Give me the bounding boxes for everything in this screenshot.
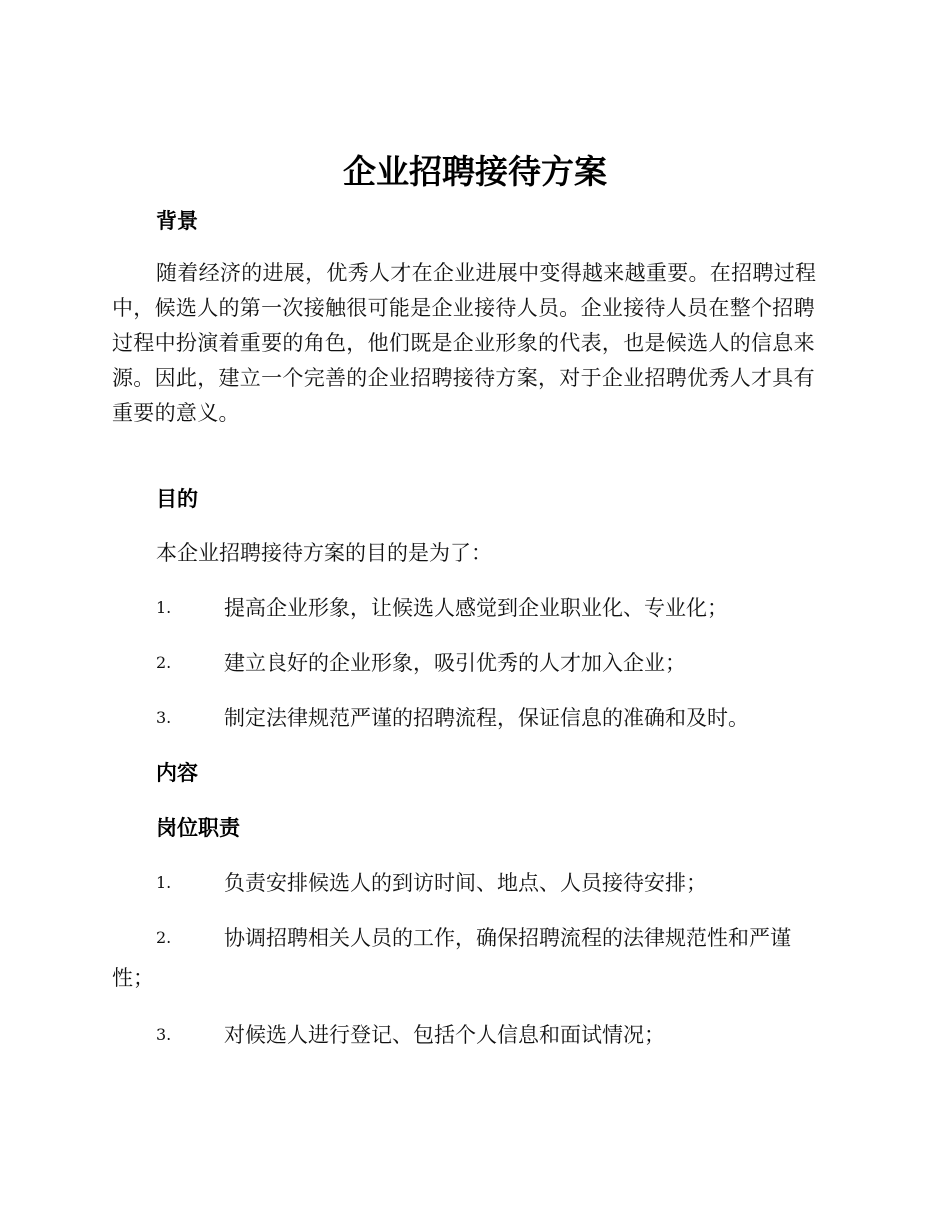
list-item [112, 918, 836, 998]
list-number: 2. [156, 928, 172, 947]
list-item [112, 588, 836, 628]
list-item [112, 698, 836, 738]
list-text: 提高企业形象，让候选人感觉到企业职业化、专业化； [224, 596, 728, 620]
list-text: 协调招聘相关人员的工作，确保招聘流程的法律规范性和严谨 [224, 926, 791, 950]
paragraph-line: 过程中扮演着重要的角色，他们既是企业形象的代表，也是候选人的信息来 [112, 331, 815, 355]
paragraph-line: 重要的意义。 [112, 401, 240, 425]
list-item [112, 643, 836, 683]
list-number: 3. [156, 708, 172, 727]
list-text: 建立良好的企业形象，吸引优秀的人才加入企业； [224, 651, 686, 675]
section-heading-background: 背景 [156, 209, 198, 233]
section-heading-purpose: 目的 [156, 487, 198, 511]
paragraph-line: 中，候选人的第一次接触很可能是企业接待人员。企业接待人员在整个招聘 [112, 296, 815, 320]
paragraph-line: 随着经济的进展，优秀人才在企业进展中变得越来越重要。在招聘过程 [156, 261, 817, 285]
list-number: 3. [156, 1025, 172, 1044]
list-item [112, 863, 836, 903]
purpose-intro: 本企业招聘接待方案的目的是为了： [156, 541, 492, 565]
list-text: 对候选人进行登记、包括个人信息和面试情况； [224, 1023, 665, 1047]
list-text: 负责安排候选人的到访时间、地点、人员接待安排； [224, 871, 707, 895]
list-number: 1. [156, 598, 172, 617]
background-paragraph [112, 256, 836, 431]
list-text: 制定法律规范严谨的招聘流程，保证信息的准确和及时。 [224, 706, 749, 730]
list-text-continuation: 性； [112, 966, 154, 990]
document-title: 企业招聘接待方案 [343, 152, 607, 191]
section-heading-content: 内容 [156, 761, 198, 785]
section-heading-duties: 岗位职责 [156, 816, 240, 840]
paragraph-line: 源。因此，建立一个完善的企业招聘接待方案，对于企业招聘优秀人才具有 [112, 366, 815, 390]
list-number: 2. [156, 653, 172, 672]
list-number: 1. [156, 873, 172, 892]
list-item [112, 1015, 836, 1055]
